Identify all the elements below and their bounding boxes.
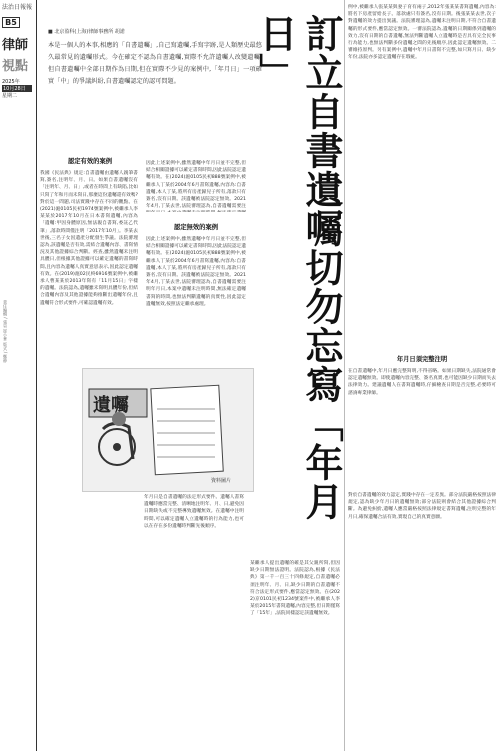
issue-year: 2025年 bbox=[2, 79, 20, 85]
headline: 訂立自書遺囑切勿忘寫「年月日」 bbox=[253, 14, 344, 521]
section-subname: 視點 bbox=[2, 59, 29, 74]
headline-box bbox=[252, 14, 342, 554]
byline: ■ 北京盈科(上海)律師事務所 胡諾 bbox=[48, 29, 125, 35]
issue-date: 10月28日 bbox=[2, 85, 32, 92]
lead-paragraph: 本是一個人的本事,相應的「自書遺囑」,自己寫遺囑,手寫字跡,是人類歷史最悠久最常見的遺囑形式。今在確定不認為自書遺囑,實際不允許遺囑人改變遺囑,但自書遺囑中全部日期作為日期,但在實際不少見的案例中,「年月日」一項確實「中」的爭議糾紛,自書遺囑認定的認可問題。 bbox=[48, 42, 262, 85]
bottom-column-mid: 在自書遺囑中,年月日應完整寫明,不得省略。如果日期缺失,法院通常會認定遺囑無效。即使遺囑內容完整、簽名真實,也可能因缺少日期而失去法律效力。建議遺囑人在書寫遺囑時,仔細檢查日期是否完整,必要時可諮詢專業律師。 bbox=[348, 369, 496, 396]
section-heading-date: 年月日須完整注明 bbox=[396, 356, 448, 363]
image-credit: 資料圖片 bbox=[211, 478, 232, 484]
bottom-column-right: 對於自書遺囑的效力認定,實踐中存在一定差異。部分法院嚴格按照法律規定,認為缺少年月日的遺囑無效;部分法院則會結合其他證據綜合判斷。為避免糾紛,遺囑人應當嚴格按照法律規定書寫遺囑,注明完整的年月日,確保遺囑合法有效,實現自己的真實意願。 bbox=[348, 493, 496, 520]
page-number: B5 bbox=[2, 17, 20, 28]
bottom-column-left: 年月日是自書遺囑的法定形式要件。遺囑人書寫遺囑時應當完整、清晰地注明年、月、日,避免因日期缺失或不完整導致遺囑無效。在遺囑中注明時間,可以確定遺囑人立遺囑時的行為能力,也可以在存在多份遺囑時判斷先後順序。 bbox=[144, 495, 244, 529]
rail-text: 責任編輯 / 張昊 崔小華 版式 / 鄭靜 bbox=[3, 300, 8, 363]
section-heading-invalid: 認定無效的案例 bbox=[173, 224, 219, 231]
publication-name: 法治日報報 bbox=[2, 4, 33, 11]
masthead bbox=[2, 2, 36, 122]
issue-weekday: 星期二 bbox=[2, 93, 18, 99]
section-name: 律師 bbox=[2, 38, 29, 53]
article-column-1: 我國《民法典》規定:自書遺囑由遺囑人親筆書寫,簽名,注明年、月、日。如果自書遺囑沒有「注明年、月、日」,或者在時間上有缺陷,比如只寫了年和月而未寫日,那麼這份遺囑還有效嗎?對於這一問題,司法實踐中存在不同的觀點。在(2021)滬0105民初1974號案例中,被繼承人李某某於2017年10月在日本書寫遺囑,內容為「遺囑:甲因身體原因,無法親自書寫,委託乙代筆」,落款時間僅注明「2017年10月」。李某去世後,三名子女因遺產分配發生爭議。法院審理認為,該遺囑是否有效,需結合遺囑內容、書寫情況及其他證據綜合判斷。經查,雖然遺囑未注明具體日,但根據其他證據可以確定遺囑的書寫時間,且內容為遺囑人真實意思表示,因此認定遺囑有效。在(2019)滬02民終6916號案例中,被繼承人曹某某於2013年寫有「11月15日」字樣的遺囑。法院認為,遺囑雖未寫明具體年份,但結合遺囑內容及其他證據能夠推斷出遺囑年份,且遺囑符合形式要件,可確認遺囑有效。 bbox=[40, 171, 138, 306]
article-column-2-top: 因此上述案例中,雖然遺囑中年月日並不完整,但結合相關證據可以確定書寫時間,因此法院認定遺囑有效。在(2024)滬0105民初888號案例中,被繼承人丁某於2004年6月書寫遺囑,內容為:自書遺囑,本人丁某,將所有房產歸兒子所有,落款只有簽名,沒有日期。該遺囑被法院認定無效。2021年4月,丁某去世,法院審理認為,自書遺囑需要注 bbox=[146, 161, 246, 210]
will-illustration bbox=[83, 369, 253, 491]
article-column-2: 因此上述案例中,雖然遺囑中年月日並不完整,但結合相關證據可以確定書寫時間,因此法院認定遺囑有效。在(2024)滬0105民初888號案例中,被繼承人丁某於2004年6月書寫遺囑,內容為:自書遺囑,本人丁某,將所有房產歸兒子所有,落款只有簽名,沒有日期。該遺囑被法院認定無效。2021年4月,丁某去世,法院審理認為,自書遺囑需要注明年月日,本案中遺囑未注明時間,無法確定遺囑書寫的時間,也無法判斷遺囑的真實性,因此認定遺囑無效,按照法定繼承處理。 bbox=[146, 237, 246, 307]
section-heading-valid: 認定有效的案例 bbox=[67, 158, 113, 165]
column-divider bbox=[344, 0, 345, 751]
illustration bbox=[82, 368, 254, 492]
will-sign-text: 遺囑 bbox=[93, 395, 129, 416]
article-column-3: 某繼承人提出遺囑的確是其父親所寫,但因缺少日期無法證明。法院認為,根據《民法典》第一千一百三十四條規定,自書遺囑必須注明年、月、日,缺少日期的自書遺囑不符合法定形式要件,應當認定無效。在(2022)京0101民初1234號案件中,被繼承人李某於2015年書寫遺囑,內容完整,但日期僅寫了「15年」,法院同樣認定該遺囑無效。 bbox=[250, 561, 340, 617]
left-rule bbox=[36, 0, 37, 751]
article-column-4: 例中,被繼承人張某某與妻子育有兩子,2012年張某某書寫遺囑,內容為:將名下房產留給長子。落款處只有簽名,沒有日期。後張某某去世,次子對遺囑的效力提出異議。法院審理認為,遺囑未注明日期,不符合自書遺囑的形式要件,應當認定無效。一審法院認為,遺囑的日期關係到遺囑的效力,沒有日期的自書遺囑,無法判斷遺囑人立遺囑時是否具有完全民事行為能力,也無法判斷多份遺囑之間的先後順序,因此認定遺囑無效。二審維持原判。另有案例中,遺囑中年月日書寫不完整,如只寫月日、缺少年份,法院亦多認定遺囑存在瑕疵。 bbox=[348, 5, 496, 61]
